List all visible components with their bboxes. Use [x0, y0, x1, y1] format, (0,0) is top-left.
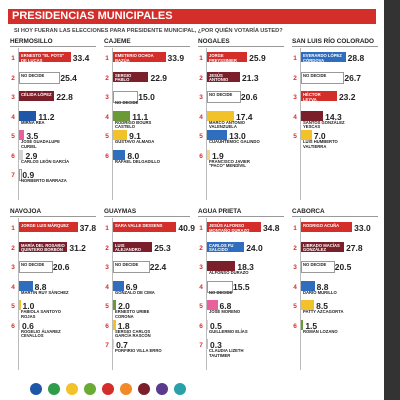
rank-number: 6: [199, 322, 203, 330]
candidate-label: JESÚS ALFONSO MONTAÑO DURAZO: [209, 223, 250, 233]
bar: [19, 281, 33, 291]
bar-row: [290, 300, 380, 314]
bar-row: [8, 130, 98, 149]
bar: [207, 320, 208, 330]
party-logos-legend: [6, 382, 380, 396]
bar-row: [8, 52, 98, 66]
value-label: 11.2: [38, 111, 55, 122]
title-banner: [8, 9, 376, 24]
rank-number: 1: [199, 225, 203, 232]
panel-rule: [104, 46, 190, 47]
bar-row: [102, 320, 192, 339]
rank-number: 3: [199, 94, 203, 101]
rank-number: 6: [105, 152, 109, 160]
candidate-label: CLAUDIA LIZETH TAUTIMER: [209, 348, 244, 358]
candidate-label: JESÚS ANTONIO PUJOL: [209, 72, 229, 87]
bar-row: [8, 261, 98, 275]
value-label: 15.5: [233, 281, 250, 292]
bar-row: [102, 150, 192, 164]
bar-row: [102, 111, 192, 130]
rank-number: 6: [105, 322, 109, 330]
rank-number: 4: [199, 113, 203, 121]
rank-number: 4: [293, 283, 297, 291]
value-label: 0.3: [210, 340, 222, 350]
panel-title: CAJEME: [104, 38, 131, 45]
value-label: 13.0: [229, 131, 246, 141]
value-label: 8.8: [316, 281, 329, 292]
bar: [113, 281, 124, 291]
value-label: 9.1: [129, 131, 141, 141]
party-logo-mc: [120, 383, 132, 395]
value-label: 17.4: [235, 111, 253, 122]
value-label: 14.3: [325, 111, 342, 122]
rank-number: 1: [199, 55, 203, 62]
candidate-label: NO DECIDE: [303, 72, 327, 78]
rank-number: 5: [105, 133, 109, 140]
bar-row: [196, 300, 286, 314]
bar: [301, 320, 303, 330]
candidate-label: JORGE FREYSSINIER: [209, 53, 237, 63]
party-logo-pri: [48, 383, 60, 395]
panel-rule: [104, 216, 190, 217]
bar: [19, 320, 20, 330]
bar-row: [8, 111, 98, 125]
value-label: 31.2: [69, 242, 86, 253]
party-logo-morena: [138, 383, 150, 395]
rank-number: 3: [105, 264, 109, 271]
bar-row: [290, 261, 380, 275]
party-logo-pan: [30, 383, 42, 395]
rank-number: 4: [105, 113, 109, 121]
value-label: 7.0: [313, 131, 326, 141]
value-label: 21.3: [242, 72, 259, 83]
candidate-label: ROMÁN LOZANO: [303, 328, 338, 334]
bar-row: [196, 339, 286, 358]
value-label: 20.5: [334, 262, 352, 272]
candidate-label: ALFONSO DURAZO: [209, 270, 249, 275]
panel-title: NAVOJOA: [10, 208, 42, 215]
candidate-label: NO DECIDE: [209, 92, 233, 97]
rank-number: 5: [11, 133, 15, 140]
panel-caborca: [290, 208, 380, 376]
bar-row: [290, 52, 380, 66]
candidate-label: JORGE LUIS MÁRQUEZ: [21, 223, 69, 228]
bar: [207, 111, 234, 121]
party-logo-na: [174, 383, 186, 395]
rank-number: 2: [105, 244, 109, 252]
panel-rule: [292, 216, 378, 217]
bar-row: [8, 72, 98, 86]
value-label: 0.6: [22, 320, 34, 331]
bar-row: [196, 150, 286, 169]
candidate-label: NO DECIDE: [303, 262, 327, 267]
panel-title: CABORCA: [292, 208, 325, 215]
rank-number: 3: [293, 264, 297, 271]
value-label: 0.5: [210, 320, 222, 331]
party-logo-pvem: [84, 383, 96, 395]
candidate-label: ERNESTO "EL POTS" DE LUCAS: [21, 53, 65, 63]
rank-number: 3: [293, 94, 297, 101]
bar: [113, 111, 130, 121]
bar: [301, 111, 323, 121]
survey-question: SI HOY FUERAN LAS ELECCIONES PARA PRESIDENTE MUNICIPAL, ¿POR QUIÉN VOTARÍA USTED?: [14, 28, 283, 34]
rank-number: 3: [11, 264, 15, 271]
bar-row: [8, 150, 98, 164]
value-label: 8.5: [316, 301, 328, 311]
candidate-label: FRANCISCO JAVIER "PACO" MENDÍVIL: [209, 158, 250, 169]
panel-rule: [198, 46, 284, 47]
bar-row: [102, 281, 192, 295]
rank-number: 6: [199, 152, 203, 160]
rank-number: 4: [293, 113, 297, 121]
candidate-label: ERNESTO URIBE CORONA: [115, 309, 150, 319]
panel-title: SAN LUIS RÍO COLORADO: [292, 38, 375, 45]
rank-number: 3: [105, 94, 109, 101]
rank-number: 3: [199, 264, 203, 271]
page-title: PRESIDENCIAS MUNICIPALES: [12, 10, 173, 22]
candidate-label: GUSTAVO ALMADA: [115, 139, 155, 144]
bar-row: [102, 222, 195, 236]
rank-number: 2: [11, 244, 15, 252]
panel-rule: [10, 216, 96, 217]
rank-number: 4: [11, 283, 15, 291]
rank-number: 5: [11, 303, 15, 310]
rank-number: 5: [293, 133, 297, 140]
value-label: 15.0: [138, 92, 155, 102]
value-label: 34.8: [262, 223, 280, 233]
value-label: 28.8: [347, 53, 365, 63]
candidate-label: LUIS ALEJANDRO CÁRDENAS: [115, 242, 142, 257]
value-label: 8.8: [34, 281, 47, 292]
rank-number: 1: [11, 225, 15, 232]
value-label: 25.9: [249, 53, 266, 63]
bar-row: [196, 281, 286, 295]
bar-row: [290, 72, 380, 86]
bar-row: [196, 111, 286, 130]
bar: [19, 150, 23, 160]
candidate-label: ROGELIO ÁLVAREZ CEVALLOS: [21, 328, 61, 339]
rank-number: 6: [11, 152, 15, 160]
candidate-label: PATTY AZCAGORTA: [303, 309, 344, 314]
panel-title: HERMOSILLO: [10, 38, 53, 45]
rank-number: 6: [293, 322, 297, 330]
value-label: 26.7: [344, 72, 361, 83]
value-label: 23.2: [338, 92, 356, 102]
value-label: 1.5: [305, 320, 318, 331]
candidate-label: SARA VALLE DESSENS: [115, 223, 163, 228]
panel-guaymas: [102, 208, 195, 376]
bar-row: [290, 130, 380, 149]
rank-number: 2: [293, 244, 297, 252]
panel-san-luis-rio-colorado: [290, 38, 380, 206]
bar-row: [8, 242, 98, 256]
candidate-label: JOSÉ MORENO: [209, 309, 241, 314]
rank-number: 1: [105, 55, 109, 62]
bar-row: [290, 91, 380, 105]
bar-row: [102, 261, 192, 275]
party-logo-pt: [102, 383, 114, 395]
value-label: 0.9: [22, 170, 35, 180]
bar-row: [102, 91, 192, 105]
bar-row: [196, 130, 286, 144]
bar-row: [8, 169, 98, 183]
rank-number: 4: [199, 283, 203, 291]
bar-row: [196, 52, 286, 66]
bar: [113, 150, 125, 160]
candidate-label: CUAUHTÉMOC GALINDO: [209, 139, 260, 144]
rank-number: 5: [199, 303, 203, 310]
party-logo-pes: [156, 383, 168, 395]
value-label: 33.4: [72, 53, 90, 63]
value-label: 25.3: [154, 242, 171, 253]
bar-row: [196, 242, 286, 256]
candidate-label: HÉCTOR LEYVA RAMÍREZ: [303, 92, 323, 107]
value-label: 22.4: [149, 262, 167, 272]
candidate-label: MARÍA DEL ROSARIO QUINTERO BORBÓN: [21, 242, 65, 253]
rank-number: 2: [199, 74, 203, 82]
panel-rule: [292, 46, 378, 47]
candidate-label: NO DECIDE: [209, 289, 233, 295]
candidate-label: DARÍO MURILLO: [303, 289, 337, 295]
rank-number: 7: [105, 342, 109, 349]
candidate-label: RODRIGO BOURS CASTELO: [115, 119, 152, 130]
party-logo-prd: [66, 383, 78, 395]
value-label: 6.9: [125, 281, 138, 292]
candidate-label: LIBRADO MACÍAS GONZÁLEZ: [303, 242, 340, 253]
rank-number: 4: [105, 283, 109, 291]
rank-number: 2: [293, 74, 297, 82]
bar-row: [8, 222, 98, 236]
value-label: 0.7: [116, 340, 128, 350]
value-label: 20.6: [52, 262, 70, 272]
rank-number: 5: [199, 133, 203, 140]
candidate-label: SERGIO CARLOS GARCÍA RASCÓN: [115, 328, 151, 339]
bar-row: [196, 320, 286, 334]
right-edge-strip: [384, 0, 400, 400]
panel-navojoa: [8, 208, 98, 376]
bar-row: [290, 281, 380, 295]
value-label: 3.5: [26, 131, 39, 141]
candidate-label: NO DECIDE: [115, 262, 139, 267]
bar-row: [196, 222, 286, 236]
candidate-label: RODRIGO ACUÑA: [303, 223, 340, 228]
candidate-label: SERGIO PABLO MARISCAL: [115, 72, 138, 87]
bar-row: [8, 91, 98, 105]
rank-number: 7: [11, 172, 15, 179]
candidate-label: CARLOS FU SALCIDO: [209, 242, 234, 253]
bar-row: [102, 339, 192, 353]
bar-row: [290, 242, 380, 256]
bar-row: [290, 222, 380, 236]
bar-row: [102, 300, 192, 319]
panel-cajeme: [102, 38, 192, 206]
value-label: 1.8: [117, 320, 130, 331]
bar: [207, 339, 208, 349]
candidate-label: NO DECIDE: [21, 262, 45, 267]
candidate-label: NO DECIDE: [21, 72, 45, 78]
candidate-label: SANTOS GONZÁLEZ YESCAS: [303, 119, 345, 130]
bar-row: [196, 72, 286, 86]
candidate-label: CARLOS LEÓN GARCÍA: [21, 158, 70, 164]
panel-title: GUAYMAS: [104, 208, 137, 215]
value-label: 2.0: [118, 301, 130, 311]
value-label: 1.0: [22, 301, 35, 311]
bar-row: [102, 242, 192, 256]
value-label: 33.9: [167, 53, 185, 63]
rank-number: 1: [293, 225, 297, 232]
bar: [113, 320, 116, 330]
candidate-label: NO DECIDE: [115, 100, 139, 105]
panel-rule: [10, 46, 96, 47]
rank-number: 5: [293, 303, 297, 310]
candidate-label: MARTÍN RUY SÁNCHEZ: [21, 289, 69, 295]
value-label: 24.0: [246, 242, 263, 253]
value-label: 33.0: [354, 223, 371, 233]
candidate-label: NORBERTO BARRAZA: [21, 178, 67, 183]
rank-number: 2: [199, 244, 203, 252]
value-label: 37.8: [79, 223, 97, 233]
bar-row: [102, 52, 192, 66]
value-label: 6.8: [219, 301, 232, 311]
panel-agua-prieta: [196, 208, 286, 376]
panel-rule: [198, 216, 284, 217]
value-label: 8.0: [127, 150, 140, 161]
bar: [301, 281, 315, 291]
bar-row: [8, 281, 98, 295]
rank-number: 1: [105, 225, 109, 232]
rank-number: 3: [11, 94, 15, 101]
rank-number: 2: [11, 74, 15, 82]
bar-row: [196, 91, 286, 105]
value-label: 20.6: [240, 92, 258, 102]
candidate-label: CÉLIDA LÓPEZ: [21, 92, 52, 97]
candidate-label: PORFIRIO VILLA ERRO: [115, 348, 162, 353]
bar-row: [290, 320, 380, 334]
bar: [19, 111, 36, 121]
value-label: 2.9: [25, 150, 38, 161]
panel-title: AGUA PRIETA: [198, 208, 242, 215]
candidate-label: LUIS HUMBERTO VALTIERRA: [303, 139, 338, 149]
candidate-label: GUILLERMO ELÍAS: [209, 328, 248, 334]
bar-row: [102, 130, 192, 144]
rank-number: 2: [105, 74, 109, 82]
value-label: 18.3: [237, 262, 254, 272]
candidate-label: RAFAEL DELGADILLO: [115, 158, 161, 164]
bar-row: [8, 300, 98, 319]
bar-row: [196, 261, 286, 275]
candidate-label: FABIOLA SANTOYO ROJAS: [21, 309, 62, 319]
bar-row: [290, 111, 380, 130]
rank-number: 1: [11, 55, 15, 62]
rank-number: 6: [11, 322, 15, 330]
panel-title: NOGALES: [198, 38, 230, 45]
panel-nogales: [196, 38, 286, 206]
candidate-label: MIRNA REA: [21, 119, 45, 125]
candidate-label: EVERARDO LÓPEZ CÓRDOVA: [303, 53, 342, 63]
candidate-label: JOSÉ GUADALUPE CURIEL: [21, 139, 60, 149]
candidate-label: EMETERIO OCHOA BAZÚA: [115, 53, 154, 63]
value-label: 25.4: [60, 72, 77, 83]
value-label: 27.8: [346, 242, 363, 253]
rank-number: 5: [105, 303, 109, 310]
bar: [113, 339, 114, 349]
value-label: 22.9: [150, 72, 168, 83]
bar-row: [102, 72, 192, 86]
rank-number: 7: [199, 342, 203, 349]
candidate-label: MARCO ANTONIO VALENZUELA: [209, 119, 246, 130]
panel-hermosillo: [8, 38, 98, 206]
rank-number: 4: [11, 113, 15, 121]
candidate-label: GONZALO DE CIMA: [115, 289, 155, 295]
value-label: 22.8: [56, 92, 73, 102]
bar: [207, 150, 210, 160]
rank-number: 1: [293, 55, 297, 62]
bar-row: [8, 320, 98, 339]
value-label: 11.1: [132, 111, 149, 122]
value-label: 1.9: [211, 150, 224, 161]
value-label: 40.9: [178, 223, 195, 233]
